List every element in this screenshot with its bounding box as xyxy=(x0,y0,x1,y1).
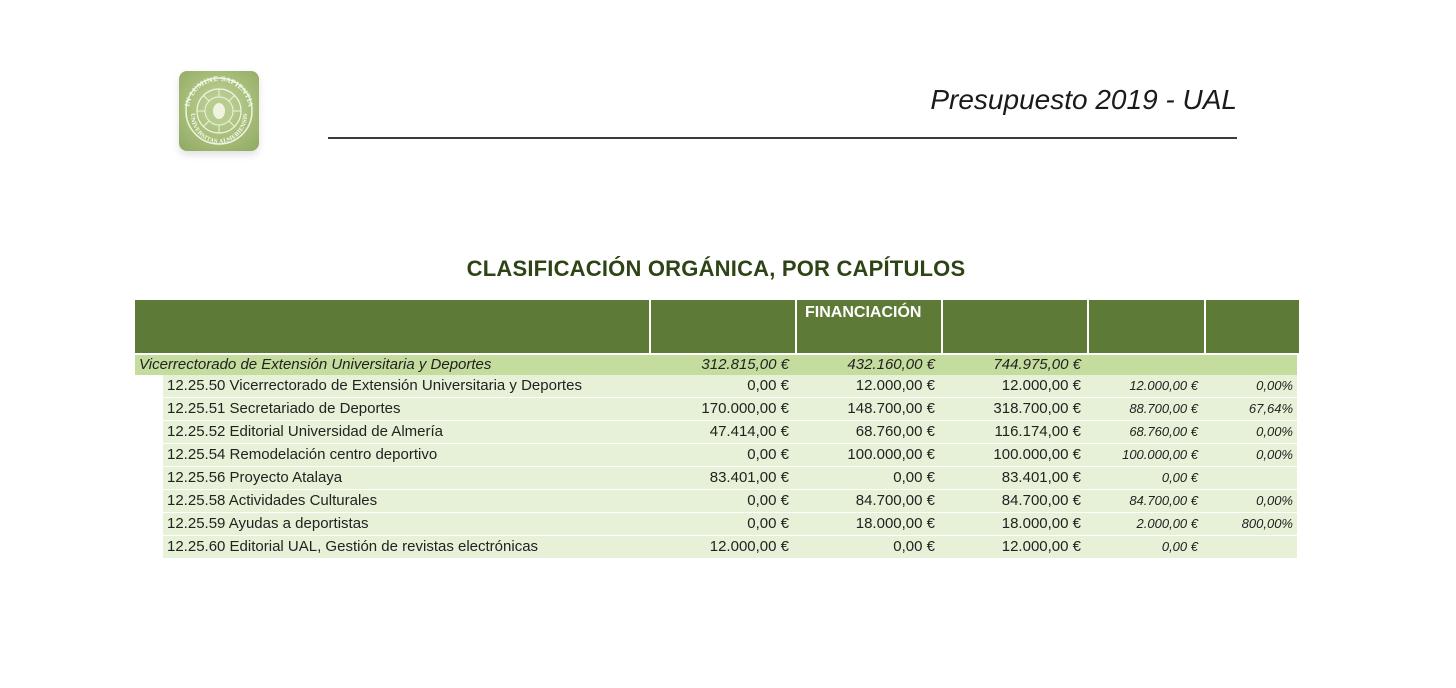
table-row xyxy=(163,513,1297,536)
table-row xyxy=(163,490,1297,513)
row-value-4: 100.000,00 € xyxy=(1122,447,1198,462)
row-value-1: 0,00 € xyxy=(747,492,789,509)
row-value-4: 0,00 € xyxy=(1161,470,1198,485)
group-value-1: 312.815,00 € xyxy=(701,356,789,373)
row-label: 12.25.52 Editorial Universidad de Almería xyxy=(167,423,443,440)
row-value-3: 100.000,00 € xyxy=(993,446,1081,463)
header-cell-label xyxy=(135,300,649,353)
header-cell-4 xyxy=(1089,300,1204,353)
svg-text:UNIVERSITAS ALMERIENSIS: UNIVERSITAS ALMERIENSIS xyxy=(188,113,250,146)
row-label: 12.25.50 Vicerrectorado de Extensión Universitaria y Deportes xyxy=(167,377,582,394)
row-value-4: 88.700,00 € xyxy=(1129,401,1198,416)
group-value-4 xyxy=(1089,355,1204,375)
row-value-5: 0,00% xyxy=(1256,493,1293,508)
row-label: 12.25.54 Remodelación centro deportivo xyxy=(167,446,438,463)
table-row xyxy=(163,398,1297,421)
table-row xyxy=(163,421,1297,444)
row-value-3: 83.401,00 € xyxy=(1001,469,1081,486)
row-value-3: 12.000,00 € xyxy=(1001,377,1081,394)
row-value-1: 0,00 € xyxy=(747,446,789,463)
row-value-5: 800,00% xyxy=(1241,516,1293,531)
table-header xyxy=(135,300,1297,353)
row-value-5: 0,00% xyxy=(1256,424,1293,439)
row-value-1: 0,00 € xyxy=(747,515,789,532)
row-value-2: 100.000,00 € xyxy=(847,446,935,463)
group-value-2: 432.160,00 € xyxy=(847,356,935,373)
row-value-5: 0,00% xyxy=(1256,378,1293,393)
row-value-4: 68.760,00 € xyxy=(1129,424,1198,439)
row-value-4: 12.000,00 € xyxy=(1129,378,1198,393)
header-divider xyxy=(328,137,1237,139)
row-value-1: 12.000,00 € xyxy=(709,538,789,555)
row-label: 12.25.59 Ayudas a deportistas xyxy=(167,515,369,532)
row-label: 12.25.58 Actividades Culturales xyxy=(167,492,378,509)
row-value-1: 170.000,00 € xyxy=(701,400,789,417)
table-row xyxy=(163,467,1297,490)
group-value-3: 744.975,00 € xyxy=(993,356,1081,373)
svg-text:IN LUMINE SAPIENTIA: IN LUMINE SAPIENTIA xyxy=(183,74,255,108)
header-cell-1 xyxy=(651,300,795,353)
university-seal-logo xyxy=(179,71,259,151)
row-value-3: 84.700,00 € xyxy=(1001,492,1081,509)
header-cell-3 xyxy=(943,300,1087,353)
table-row xyxy=(163,444,1297,467)
group-label: Vicerrectorado de Extensión Universitaria y Deportes xyxy=(139,356,492,373)
row-value-4: 84.700,00 € xyxy=(1129,493,1198,508)
row-value-2: 148.700,00 € xyxy=(847,400,935,417)
group-value-5 xyxy=(1206,355,1299,375)
row-value-4: 0,00 € xyxy=(1161,539,1198,554)
row-value-5: 0,00% xyxy=(1256,447,1293,462)
row-value-1: 83.401,00 € xyxy=(709,469,789,486)
row-value-5: 67,64% xyxy=(1248,401,1293,416)
row-value-3: 12.000,00 € xyxy=(1001,538,1081,555)
row-value-3: 318.700,00 € xyxy=(993,400,1081,417)
row-value-2: 0,00 € xyxy=(893,538,935,555)
row-value-1: 0,00 € xyxy=(747,377,789,394)
row-value-2: 12.000,00 € xyxy=(855,377,935,394)
row-value-2: 0,00 € xyxy=(893,469,935,486)
row-value-5 xyxy=(1206,467,1299,489)
row-value-2: 68.760,00 € xyxy=(855,423,935,440)
row-value-3: 116.174,00 € xyxy=(994,423,1081,440)
row-label: 12.25.60 Editorial UAL, Gestión de revistas electrónicas xyxy=(167,538,539,555)
row-value-2: 84.700,00 € xyxy=(855,492,935,509)
group-row xyxy=(135,355,1297,375)
row-value-5 xyxy=(1206,536,1299,558)
table-row xyxy=(163,375,1297,398)
row-value-3: 18.000,00 € xyxy=(1001,515,1081,532)
table-row xyxy=(163,536,1297,559)
document-title: Presupuesto 2019 - UAL xyxy=(930,84,1237,115)
header-cell-5 xyxy=(1206,300,1299,353)
row-value-1: 47.414,00 € xyxy=(709,423,789,440)
header-cell-financiacion: FINANCIACIÓN xyxy=(797,300,941,353)
row-label: 12.25.51 Secretariado de Deportes xyxy=(167,400,401,417)
row-value-2: 18.000,00 € xyxy=(855,515,935,532)
row-label: 12.25.56 Proyecto Atalaya xyxy=(167,469,343,486)
budget-table xyxy=(135,300,1297,559)
row-value-4: 2.000,00 € xyxy=(1136,516,1198,531)
section-title: CLASIFICACIÓN ORGÁNICA, POR CAPÍTULOS xyxy=(466,256,966,281)
